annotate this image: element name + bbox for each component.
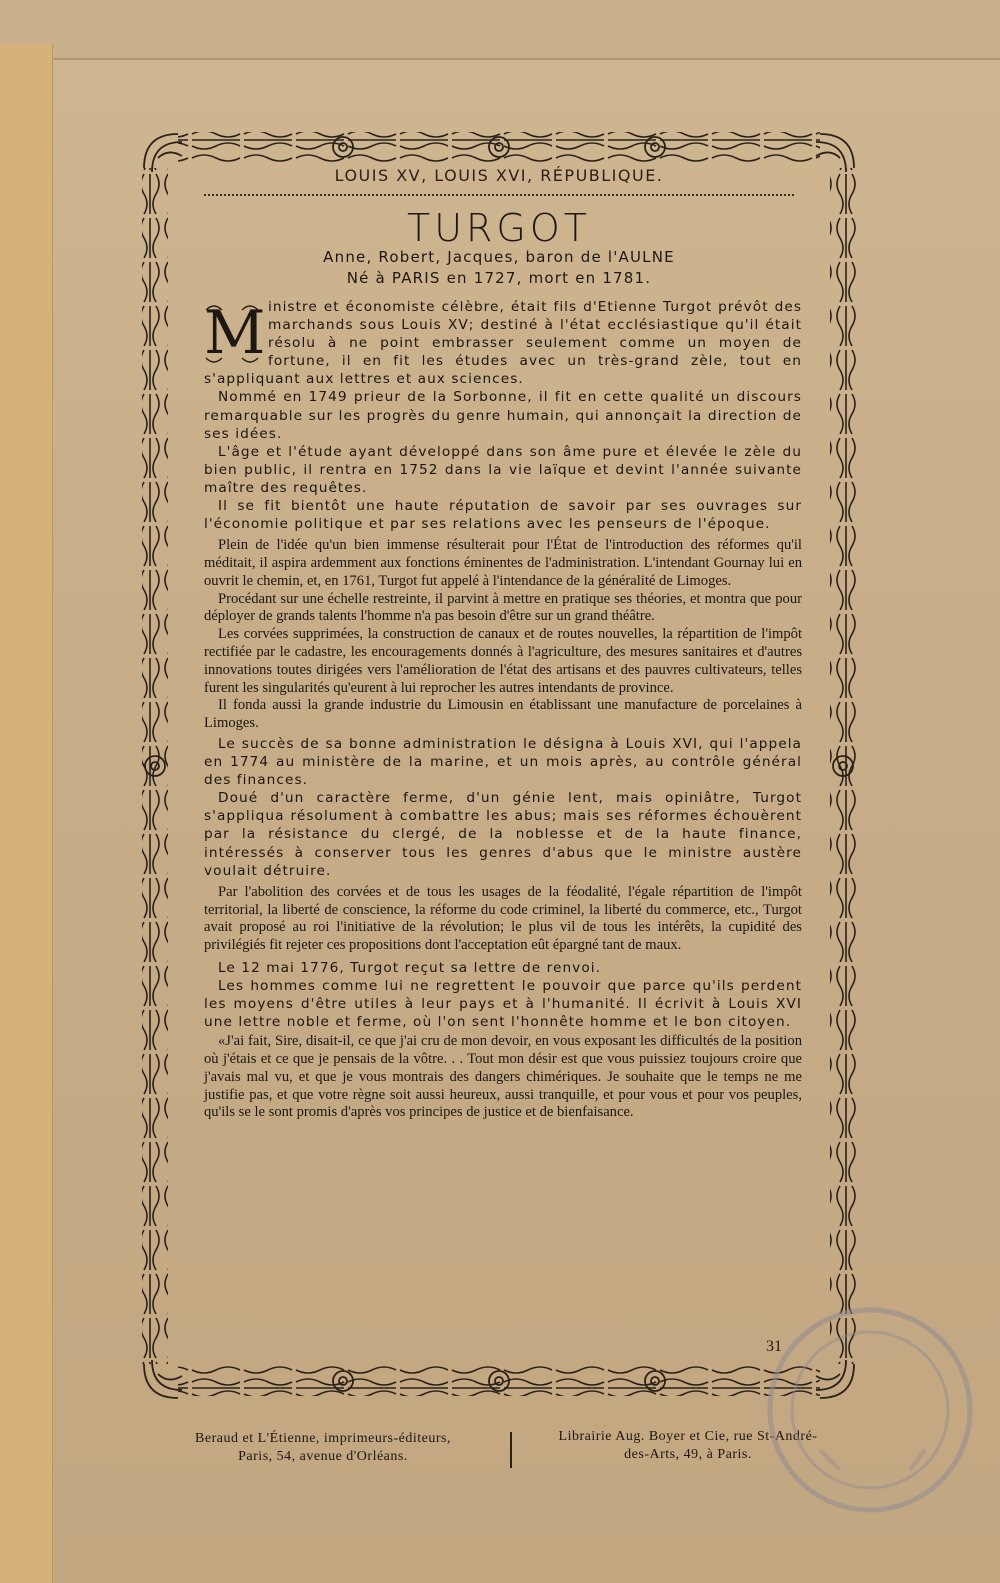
paragraph-quote: «J'ai fait, Sire, disait-il, ce que j'ai cru de mon devoir, en vous exposant les difficultés de la position où j'étais et ce que je pensais de la vôtre. . . Tout mon désir est que vous puissiez toujours croire que j'avais mal vu, et que je vous montrais des dangers chimériques. Je souhaite que le temps ne me justifie pas, et que votre règne soit aussi heureux, aussi tranquille, et pour vous et pour vos peuples, qu'ils se le sont promis d'après vos principes de justice et de bienfaisance. bbox=[204, 1033, 802, 1121]
footer-printer-line-1: Beraud et L'Étienne, imprimeurs-éditeurs, bbox=[195, 1431, 451, 1446]
footer-bookseller-line-2: des-Arts, 49, à Paris. bbox=[624, 1447, 752, 1462]
footer-printer bbox=[148, 1430, 498, 1466]
subtitle-name: Anne, Robert, Jacques, baron de l'AULNE bbox=[323, 248, 675, 266]
paragraph: Procédant sur une échelle restreinte, il parvint à mettre en pratique ses théories, et montra que pour déployer de grands talents l'homme n'a pas besoin d'être sur un grand théâtre. bbox=[204, 590, 802, 625]
footer-printer-line-2: Paris, 54, avenue d'Orléans. bbox=[238, 1449, 408, 1464]
paragraph: Il fonda aussi la grande industrie du Limousin en établissant une manufacture de porcelaines à Limoges. bbox=[204, 697, 802, 732]
paragraph: L'âge et l'étude ayant développé dans son âme pure et élevée le zèle du bien public, il rentra en 1752 dans la vie laïque et devint l'année suivante maître des requêtes. bbox=[204, 443, 802, 496]
section-header: LOUIS XV, LOUIS XVI, RÉPUBLIQUE. bbox=[334, 166, 664, 185]
dropcap-ornament bbox=[204, 298, 266, 368]
page-number: 31 bbox=[766, 1338, 782, 1355]
paragraph: Par l'abolition des corvées et de tous les usages de la féodalité, l'égale répartition de l'impôt territorial, la liberté de conscience, la réforme du code criminel, la liberté du commerce, etc., Turgot avait proposé au roi l'initiative de la révolution; le plus vil de tous les intérêts, la cupidité des privilégiés fit rejeter ces propositions dont l'acceptation eût épargné tant de maux. bbox=[204, 883, 802, 954]
paragraph: Les corvées supprimées, la construction de canaux et de routes nouvelles, la répartition de l'impôt rectifiée par le cadastre, les encouragements donnés à l'agriculture, des mesures sanitaires et d'autres innovations toutes dirigées vers l'amélioration de l'état des artisans et des pauvres cultivateurs, telles furent les singularités qu'eurent à lui reprocher les autres intendants de province. bbox=[204, 626, 802, 696]
page-title: TURGOT bbox=[407, 206, 591, 250]
left-paper-strip bbox=[0, 44, 53, 1583]
footer-bookseller-line-1: Librairie Aug. Boyer et Cie, rue St-André- bbox=[558, 1429, 818, 1444]
paragraph: Nommé en 1749 prieur de la Sorbonne, il fit en cette qualité un discours remarquable sur les progrès du genre humain, qui annonçait la direction de ses idées. bbox=[204, 389, 802, 442]
paragraph: Plein de l'idée qu'un bien immense résulterait pour l'État de l'introduction des réformes qu'il méditait, il aspira ardemment aux fonctions éminentes de l'administration. L'intendant Gournay lui en ouvrit le chemin, et, en 1761, Turgot fut appelé à l'intendance de la généralité de Limoges. bbox=[204, 537, 802, 589]
dropcap-letter: M bbox=[204, 298, 266, 368]
paragraph: Le 12 mai 1776, Turgot reçut sa lettre de renvoi. bbox=[218, 959, 602, 976]
stamp-seal-icon bbox=[760, 1300, 980, 1520]
paragraph: inistre et économiste célèbre, était fils d'Etienne Turgot prévôt des marchands sous Louis XV; destiné à l'état ecclésiastique qu'il était résolu à ne point embrasser seulement comme un moyen de fortune, il en fit les études avec un très-grand zèle, tout en s'appliquant aux lettres et aux sciences. bbox=[204, 299, 802, 388]
top-paper-edge bbox=[0, 0, 1000, 60]
paragraph: Les hommes comme lui ne regrettent le pouvoir que parce qu'ils perdent les moyens d'être utiles à leur pays et à l'humanité. Il écrivit à Louis XVI une lettre noble et ferme, où l'on sent l'honnête homme et le bon citoyen. bbox=[204, 978, 802, 1031]
ornamental-frame bbox=[138, 128, 860, 1404]
article-body bbox=[204, 298, 802, 1122]
subtitle-dates: Né à PARIS en 1727, mort en 1781. bbox=[346, 269, 652, 287]
library-stamp bbox=[760, 1300, 980, 1520]
footer-divider bbox=[510, 1432, 512, 1468]
header-divider bbox=[204, 194, 794, 196]
paragraph: Il se fit bientôt une haute réputation de savoir par ses ouvrages sur l'économie politique et par ses relations avec les penseurs de l'époque. bbox=[204, 498, 802, 533]
paragraph: Le succès de sa bonne administration le désigna à Louis XVI, qui l'appela en 1774 au ministère de la marine, et un mois après, au contrôle général des finances. bbox=[204, 735, 802, 789]
paragraph: Doué d'un caractère ferme, d'un génie lent, mais opiniâtre, Turgot s'appliqua résolument à combattre les abus; mais ses réformes échouèrent par la résistance du clergé, de la noblesse et de la haute finance, intéressés à conserver tous les genres d'abus que le ministre austère voulait détruire. bbox=[204, 790, 802, 879]
